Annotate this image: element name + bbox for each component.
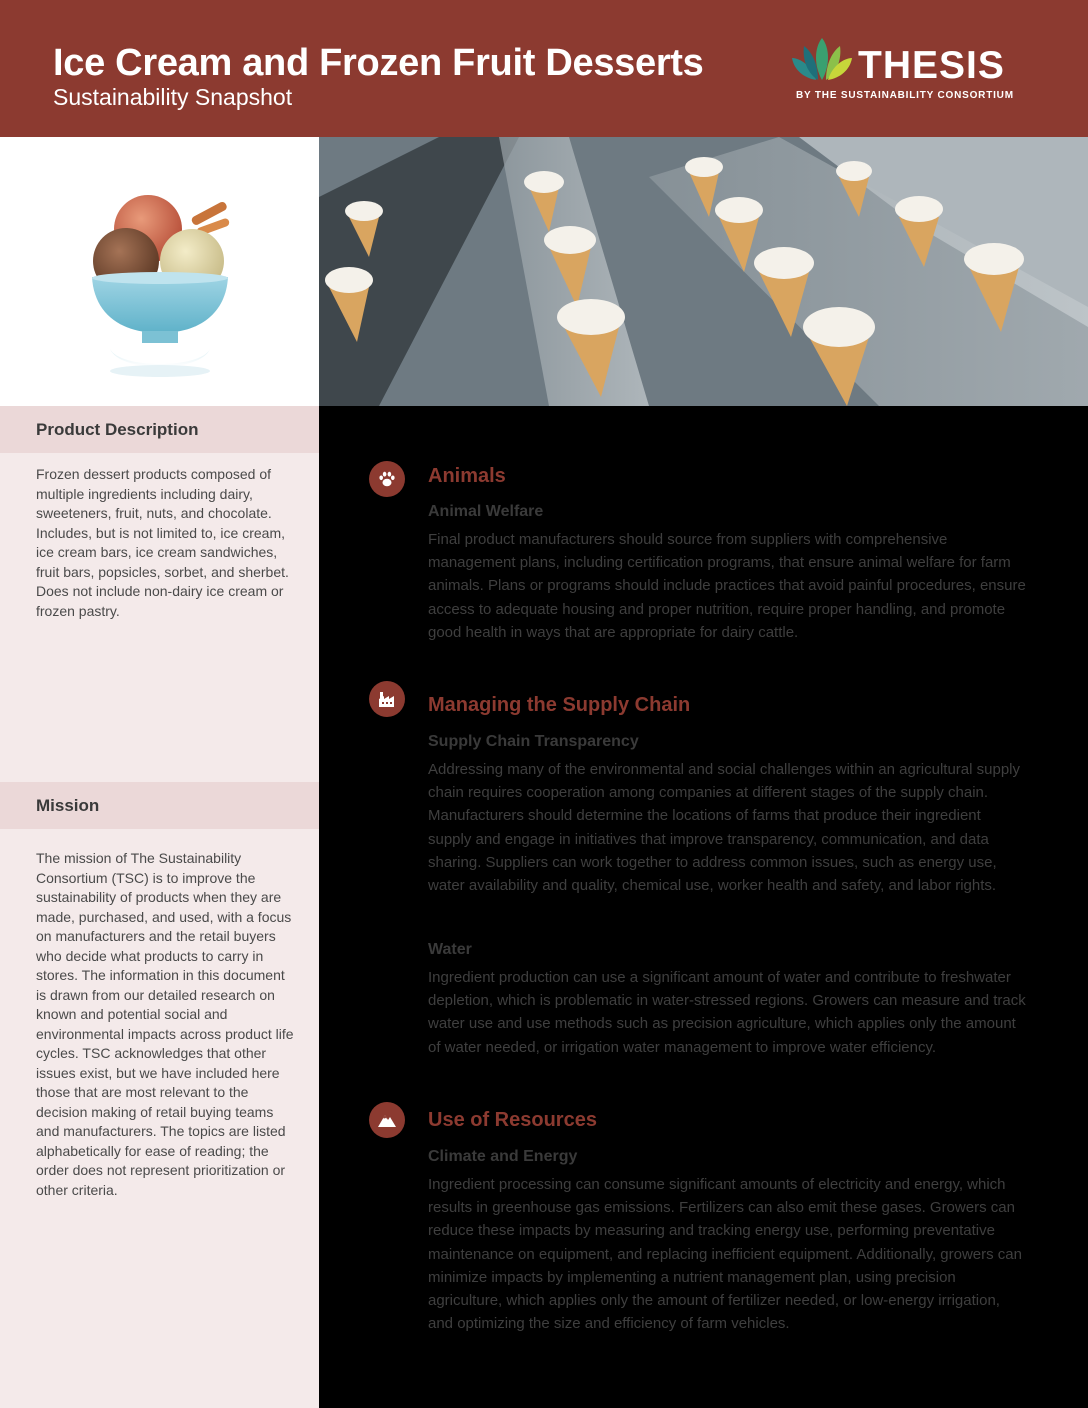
water-text: Ingredient production can use a significant amount of water and contribute to freshwater depletion, which is problematic in water-stressed regions. Growers can measure and track water use and use methods such as precision agriculture, which applies only the amount of water needed, or irrigation water management to improve water efficiency.	[428, 969, 1026, 1056]
mountain-icon	[377, 1110, 397, 1130]
header-banner	[0, 0, 1088, 137]
animals-title: Animals	[428, 465, 506, 487]
ice-cream-illustration	[0, 137, 319, 406]
logo-tagline: BY THE SUSTAINABILITY CONSORTIUM	[796, 90, 1014, 101]
supply-chain-transparency-subtitle: Supply Chain Transparency	[428, 733, 639, 750]
lotus-logo-icon	[790, 36, 854, 84]
resources-section-icon	[369, 1102, 405, 1138]
thesis-logo	[790, 36, 1030, 106]
production-line-image	[319, 137, 1088, 406]
product-description-heading: Product Description	[36, 420, 199, 439]
animals-section-icon	[369, 461, 405, 497]
animal-welfare-subtitle: Animal Welfare	[428, 503, 544, 520]
supply-chain-transparency-text: Addressing many of the environmental and social challenges within an agricultural supply chain requires cooperation among companies at different stages of the supply chain. Manufacturers should determine the locations of farms that produce their ingredient supply and engage in initiatives that improve transparency, communication, and data sharing. Suppliers can work together to address common issues, such as energy use, water availability and quality, chemical use, worker health and safety, and labor rights.	[428, 761, 1021, 895]
mission-heading-bar	[0, 782, 319, 829]
supply-chain-section-icon	[369, 681, 405, 717]
sidebar	[0, 406, 319, 1408]
ice-cream-bowl-image	[0, 137, 319, 406]
product-description-text: Frozen dessert products composed of multiple ingredients including dairy, sweeteners, fruit, nuts, and chocolate. Includes, but is not limited to, ice cream, ice cream bars, ice cream sandwiches, fruit bars, popsicles, sorbet, and sherbet. Does not include non-dairy ice cream or frozen pastry.	[36, 466, 289, 619]
climate-energy-text: Ingredient processing can consume significant amounts of electricity and energy, which results in greenhouse gas emissions. Fertilizers can also emit these gases. Growers can reduce these impacts by measuring and tracking energy use, performing preventative maintenance on equipment, and replacing inefficient equipment. Additionally, growers can minimize impacts by implementing a nutrient management plan, using precision agriculture, which applies only the amount of fertilizer needed, or low-energy irrigation, and optimizing the size and efficiency of farm vehicles.	[428, 1176, 1022, 1333]
page-subtitle: Sustainability Snapshot	[53, 84, 293, 110]
mission-text: The mission of The Sustainability Consortium (TSC) is to improve the sustainability of products when they are made, purchased, and used, with a focus on manufacturers and the retail buyers who decide what products to carry in stores. The information in this document is drawn from our detailed research on known and potential social and environmental impacts across product life cycles. TSC acknowledges that other issues exist, but we have included here those that are most relevant to the decision making of retail buying teams and manufacturers. The topics are listed alphabetically for ease of reading; the order does not represent prioritization or other criteria.	[36, 850, 294, 1198]
logo-wordmark: THESIS	[858, 44, 1005, 87]
climate-energy-subtitle: Climate and Energy	[428, 1148, 578, 1165]
animal-welfare-text: Final product manufacturers should source from suppliers with comprehensive management plans, including certification programs, that ensure animal welfare for farm animals. Plans or programs should include practices that avoid painful procedures, ensure access to adequate housing and proper nutrition, require proper handling, and promote good health in ways that are appropriate for dairy cattle.	[428, 531, 1026, 641]
page-title: Ice Cream and Frozen Fruit Desserts	[53, 42, 704, 84]
resources-title: Use of Resources	[428, 1109, 597, 1131]
water-subtitle: Water	[428, 941, 472, 958]
mission-heading: Mission	[36, 796, 100, 815]
product-description-heading-bar	[0, 406, 319, 453]
supply-chain-title: Managing the Supply Chain	[428, 694, 691, 716]
paw-icon	[377, 469, 397, 489]
ice-cream-cones-production-illustration	[319, 137, 1088, 406]
factory-icon	[377, 689, 397, 709]
